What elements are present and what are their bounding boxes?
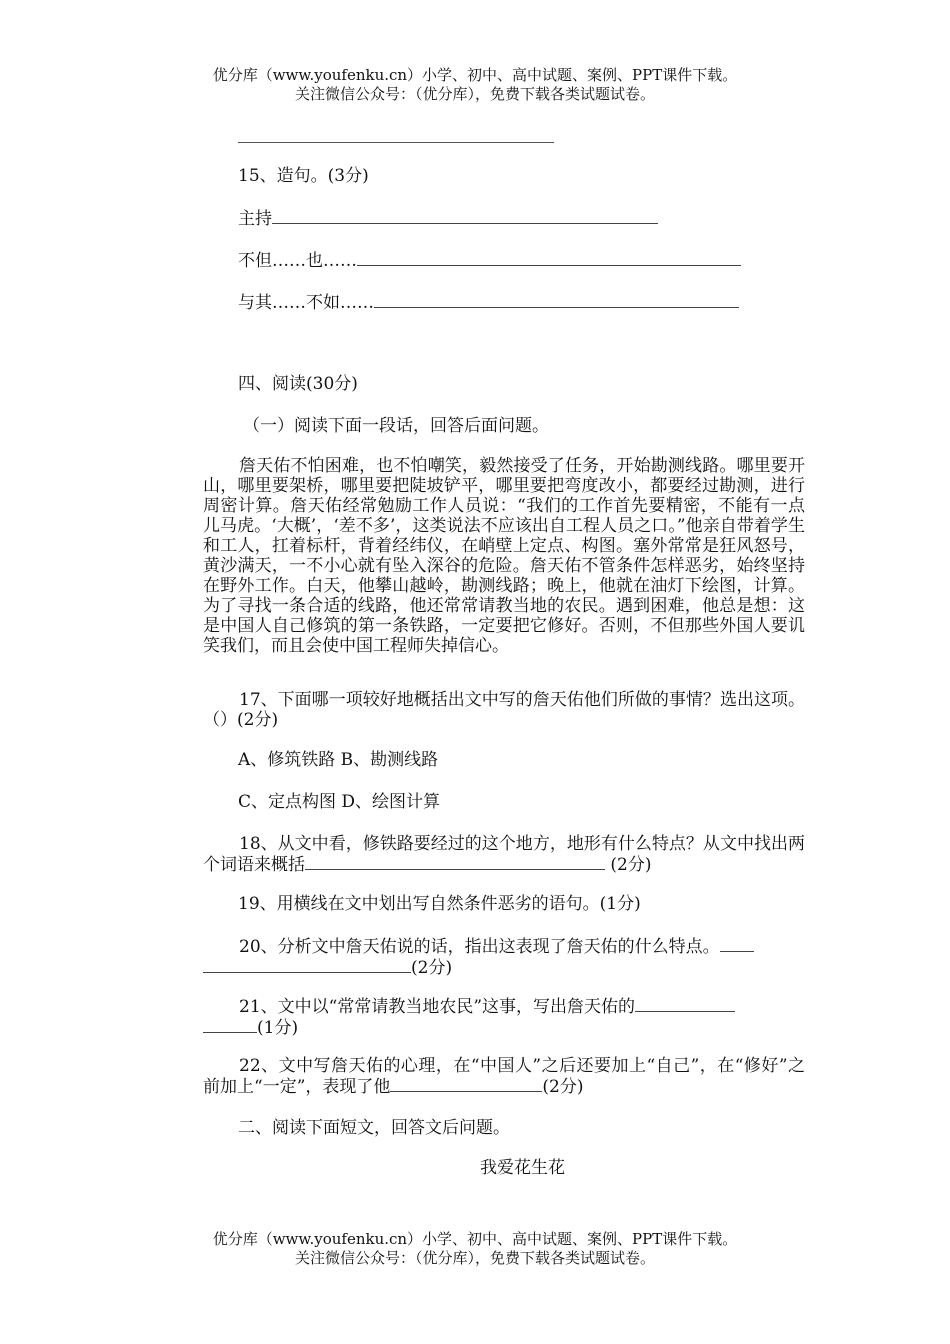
page-footer <box>0 1230 950 1268</box>
q20-blank-b[interactable] <box>203 957 411 973</box>
q22-score: (2分) <box>542 1077 584 1097</box>
q15-item-2-label: 不但……也…… <box>238 251 357 271</box>
q17-text: 17、下面哪一项较好地概括出文中写的詹天佑他们所做的事情？选出这项。（）(2分) <box>203 690 805 730</box>
q15-item-2 <box>238 250 741 271</box>
q19-text: 19、用横线在文中划出写自然条件恶劣的语句。(1分) <box>238 894 641 914</box>
footer-line-1: 优分库（www.youfenku.cn）小学、初中、高中试题、案例、PPT课件下载。 <box>212 1230 738 1248</box>
q22 <box>203 1056 805 1097</box>
section-4-title: 四、阅读(30分) <box>238 374 358 394</box>
footer-line-2: 关注微信公众号：（优分库），免费下载各类试题试卷。 <box>294 1249 655 1267</box>
q21 <box>203 996 805 1038</box>
q20-blank-a[interactable] <box>720 936 754 952</box>
q18-blank[interactable] <box>305 854 605 870</box>
q17-options-cd: C、定点构图 D、绘图计算 <box>238 792 441 812</box>
q15-item-3-blank[interactable] <box>374 292 739 308</box>
q15-item-1 <box>238 208 658 229</box>
reading-2-intro: 二、阅读下面短文，回答文后问题。 <box>238 1118 510 1138</box>
q21-blank-b[interactable] <box>203 1017 257 1033</box>
q20-score: (2分) <box>411 958 453 978</box>
reading-1-intro: （一）阅读下面一段话，回答后面问题。 <box>243 416 549 436</box>
q21-blank-a[interactable] <box>635 996 735 1012</box>
q20-text: 20、分析文中詹天佑说的话，指出这表现了詹天佑的什么特点。 <box>239 937 720 957</box>
answer-line-carryover <box>238 142 554 143</box>
q17-options-ab: A、修筑铁路 B、勘测线路 <box>238 750 439 770</box>
reading-2-title: 我爱花生花 <box>480 1158 565 1178</box>
q18-text: 18、从文中看，修铁路要经过的这个地方，地形有什么特点？从文中找出两个词语来概括 <box>203 834 805 875</box>
q20 <box>203 936 805 978</box>
q15-title: 15、造句。(3分) <box>238 166 369 186</box>
q15-item-3-label: 与其……不如…… <box>238 293 374 313</box>
header-line-2: 关注微信公众号：（优分库），免费下载各类试题试卷。 <box>294 85 655 103</box>
header-line-1: 优分库（www.youfenku.cn）小学、初中、高中试题、案例、PPT课件下载。 <box>212 66 738 84</box>
q15-item-2-blank[interactable] <box>357 250 741 266</box>
q15-item-1-blank[interactable] <box>272 208 658 224</box>
reading-passage: 詹天佑不怕困难，也不怕嘲笑，毅然接受了任务，开始勘测线路。哪里要开山，哪里要架桥，哪里要把陡坡铲平，哪里要把弯度改小，都要经过勘测，进行周密计算。詹天佑经常勉励工作人员说：“我们的工作首先要精密，不能有一点儿马虎。‘大概’，‘差不多’，这类说法不应该出自工程人员之口。”他亲自带着学生和工人，扛着标杆，背着经纬仪，在峭壁上定点、构图。塞外常常是狂风怒号，黄沙满天，一不小心就有坠入深谷的危险。詹天佑不管条件怎样恶劣，始终坚持在野外工作。白天，他攀山越岭，勘测线路；晚上，他就在油灯下绘图，计算。为了寻找一条合适的线路，他还常常请教当地的农民。遇到困难，他总是想：这是中国人自己修筑的第一条铁路，一定要把它修好。否则，不但那些外国人要讥笑我们，而且会使中国工程师失掉信心。 <box>203 456 805 656</box>
q21-score: (1分) <box>257 1018 299 1038</box>
page-header <box>0 66 950 104</box>
q21-text: 21、文中以“常常请教当地农民”这事，写出詹天佑的 <box>239 997 636 1017</box>
q22-blank[interactable] <box>390 1076 542 1092</box>
q18-score: (2分) <box>610 855 652 875</box>
q22-text: 22、文中写詹天佑的心理，在“中国人”之后还要加上“自己”，在“修好”之前加上“一定”，表现了他 <box>203 1056 805 1097</box>
q15-item-3 <box>238 292 739 313</box>
q18 <box>203 834 805 875</box>
q15-item-1-label: 主持 <box>238 209 272 229</box>
